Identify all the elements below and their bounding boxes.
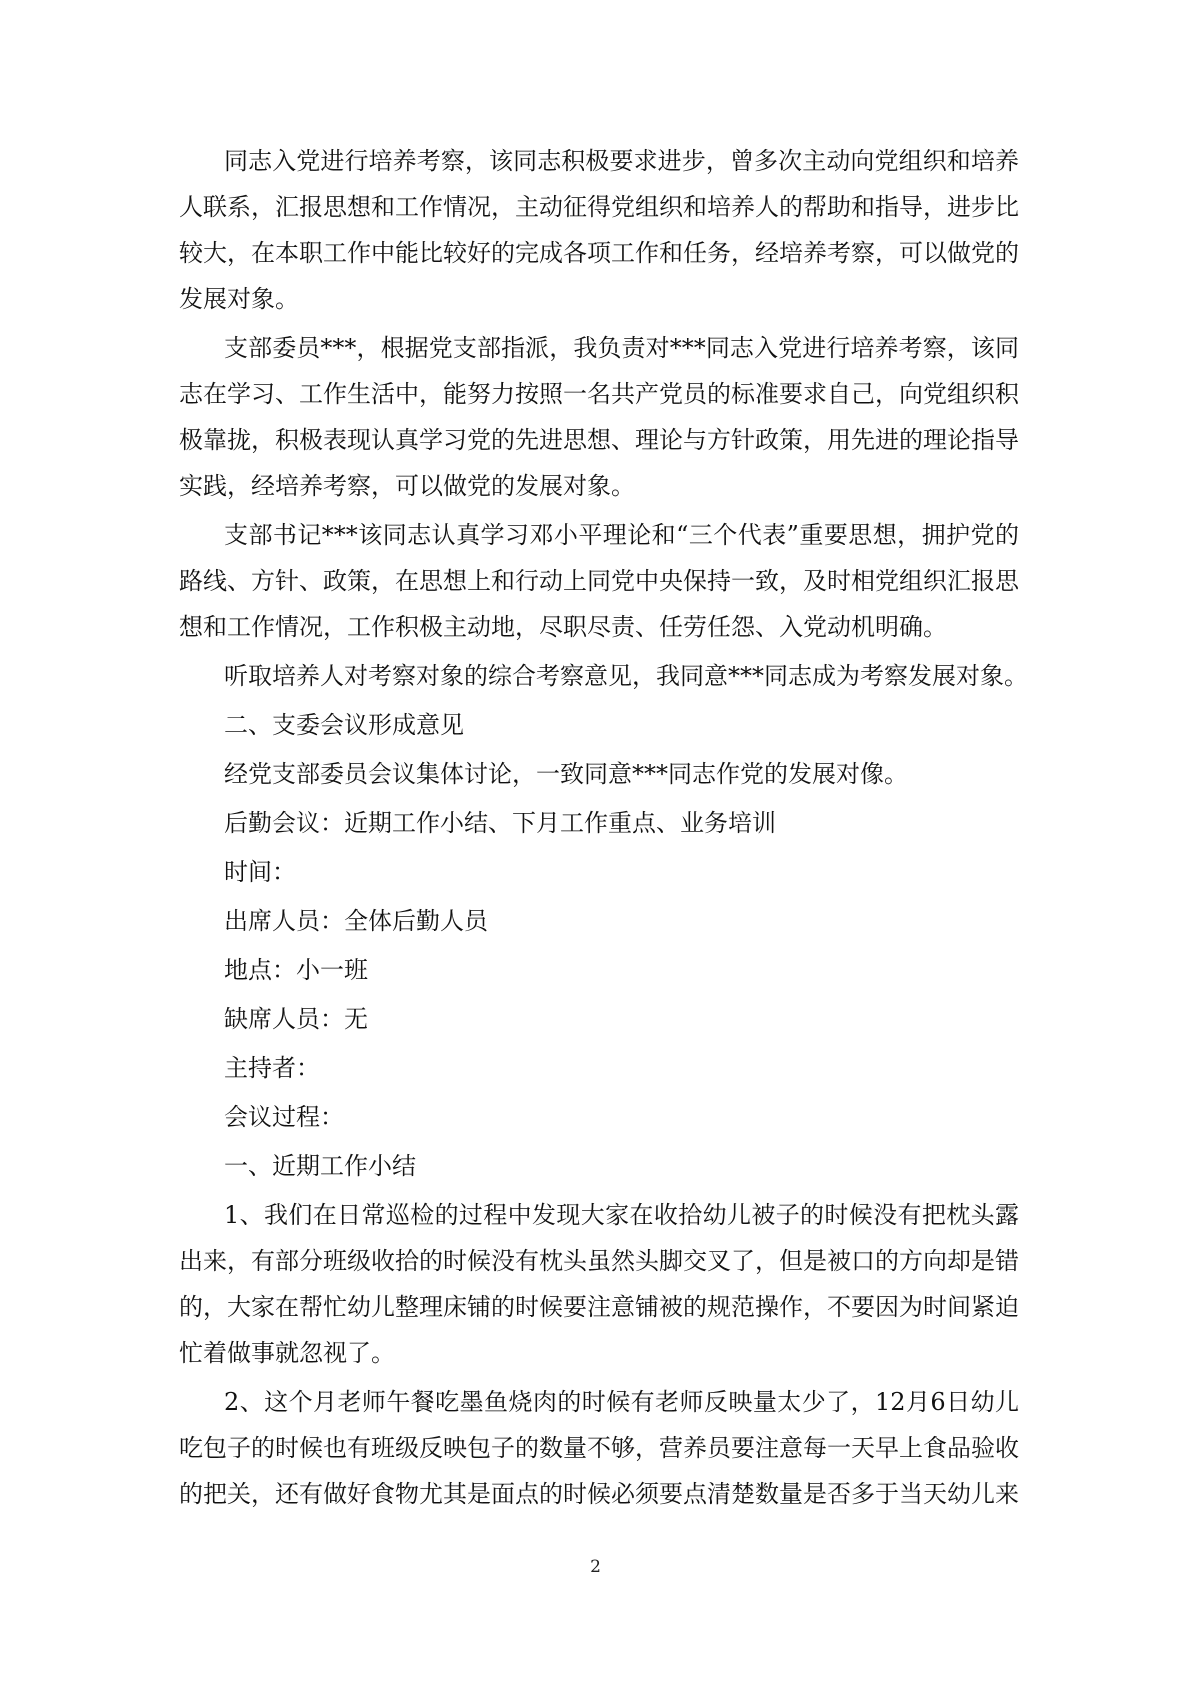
paragraph-cultivation-report: 同志入党进行培养考察，该同志积极要求进步，曾多次主动向党组织和培养人联系，汇报思想和工作情况，主动征得党组织和培养人的帮助和指导，进步比较大，在本职工作中能比较好的完成各项工作和任务，经培养考察，可以做党的发展对象。 (179, 147, 1019, 313)
paragraph-agreement: 听取培养人对考察对象的综合考察意见，我同意***同志成为考察发展对象。 (224, 662, 1028, 690)
meeting-title: 后勤会议：近期工作小结、下月工作重点、业务培训 (224, 809, 776, 837)
meeting-absentees: 缺席人员：无 (224, 1005, 368, 1033)
paragraph-branch-secretary-opinion: 支部书记***该同志认真学习邓小平理论和“三个代表”重要思想，拥护党的路线、方针、政策，在思想上和行动上同党中央保持一致，及时相党组织汇报思想和工作情况，工作积极主动地，尽职尽责、任劳任怨、入党动机明确。 (179, 521, 1019, 641)
meeting-time: 时间： (224, 858, 296, 886)
paragraph-committee-member-opinion: 支部委员***，根据党支部指派，我负责对***同志入党进行培养考察，该同志在学习、工作生活中，能努力按照一名共产党员的标准要求自己，向党组织积极靠拢，积极表现认真学习党的先进思想、理论与方针政策，用先进的理论指导实践，经培养考察，可以做党的发展对象。 (179, 334, 1019, 500)
meeting-location: 地点：小一班 (224, 956, 368, 984)
paragraph-summary-item-1: 1、我们在日常巡检的过程中发现大家在收拾幼儿被子的时候没有把枕头露出来，有部分班级收拾的时候没有枕头虽然头脚交叉了，但是被口的方向却是错的，大家在帮忙幼儿整理床铺的时候要注意铺被的规范操作，不要因为时间紧迫忙着做事就忽视了。 (179, 1201, 1019, 1367)
paragraph-summary-item-2: 2、这个月老师午餐吃墨鱼烧肉的时候有老师反映量太少了，12月6日幼儿吃包子的时候也有班级反映包子的数量不够，营养员要注意每一天早上食品验收的把关，还有做好食物尤其是面点的时候必须要点清楚数量是否多于当天幼儿来 (179, 1388, 1019, 1508)
document-body (179, 138, 1028, 1517)
meeting-attendees: 出席人员：全体后勤人员 (224, 907, 488, 935)
page-number: 2 (590, 1557, 601, 1577)
section-heading-committee-opinion: 二、支委会议形成意见 (224, 711, 464, 739)
meeting-host: 主持者： (224, 1054, 320, 1082)
meeting-process-label: 会议过程： (224, 1103, 344, 1131)
paragraph-committee-decision: 经党支部委员会议集体讨论，一致同意***同志作党的发展对像。 (224, 760, 908, 788)
section-heading-work-summary: 一、近期工作小结 (224, 1152, 416, 1180)
